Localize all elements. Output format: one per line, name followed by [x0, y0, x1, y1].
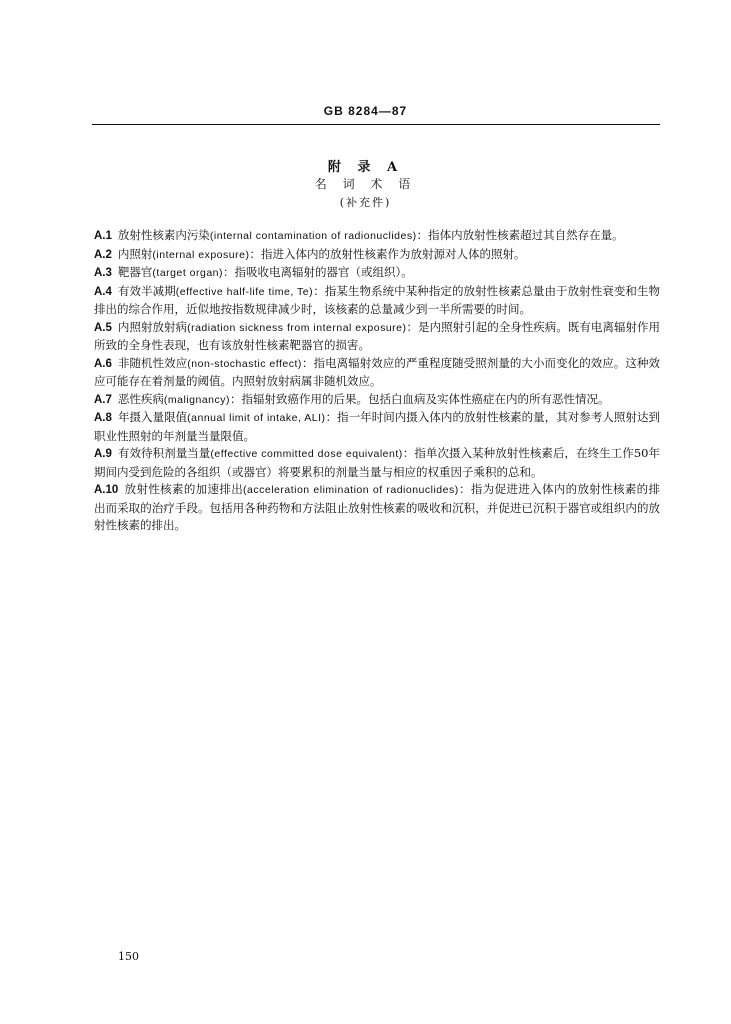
definition-a6: [94, 355, 660, 391]
appendix-subtitle: 名 词 术 语: [314, 177, 417, 191]
entry-number: A.6: [94, 357, 112, 370]
entry-number: A.9: [94, 448, 112, 460]
header-rule: [92, 124, 660, 125]
entry-term: 有效半减期: [117, 283, 176, 298]
entry-term: 内照射: [117, 246, 153, 261]
entry-number: A.3: [94, 267, 112, 279]
entry-number: A.7: [94, 393, 112, 406]
definition-a2: [94, 246, 660, 265]
entry-english: (radiation sickness from internal exposure): [187, 321, 407, 334]
entry-number: A.5: [94, 321, 112, 334]
definition-a1: [94, 227, 660, 246]
entry-text: ：是内照射引起的全身性疾病。既有电离辐射作用所致的全身性表现，也有该放射性核素靶器官的损害。: [94, 319, 661, 352]
entry-english: (internal exposure): [152, 248, 250, 261]
entry-text: ：指某生物系统中某种指定的放射性核素总量由于放射性衰变和生物排出的综合作用，近似地按指数规律减少时，该核素的总量减少到一半所需要的时间。: [94, 283, 661, 316]
entry-text: ：指吸收电离辐射的器官（或组织）。: [223, 265, 413, 279]
entry-number: A.4: [94, 285, 112, 298]
appendix-title: 附 录 A: [327, 160, 404, 175]
entry-text: ：指进入体内的放射性核素作为放射源对人体的照射。: [249, 246, 526, 261]
definition-a3: [94, 264, 660, 283]
entry-english: (internal contamination of radionuclides): [209, 230, 417, 242]
entry-term: 内照射放射病: [117, 319, 188, 334]
entry-text: ：指一年时间内摄入体内的放射性核素的量，其对参考人照射达到职业性照射的年剂量当量限值。: [94, 410, 661, 443]
entry-text: ：指体内放射性核素超过其自然存在量。: [416, 228, 624, 242]
definition-a8: [94, 409, 660, 445]
entry-text: ：指为促进进入体内的放射性核素的排出而采取的治疗手段。包括用各种药物和方法阻止放射性核素的吸收和沉积，并促进已沉积于器官或组织内的放射性核素的排出。: [94, 482, 660, 532]
definition-a4: [94, 283, 660, 319]
definition-a9: [94, 445, 660, 481]
definition-a10: [94, 481, 660, 535]
page-number: 150: [118, 950, 139, 963]
definition-a7: [94, 391, 660, 410]
appendix-note: (补充件): [339, 196, 392, 209]
entry-term: 放射性核素的加速排出: [124, 482, 244, 496]
entry-term: 靶器官: [117, 265, 153, 279]
entry-number: A.1: [94, 230, 112, 242]
entry-number: A.10: [94, 484, 119, 496]
entry-english: (target organ): [152, 267, 224, 279]
entry-term: 恶性疾病: [117, 391, 164, 406]
entry-english: (acceleration elimination of radionuclides): [243, 484, 459, 496]
entry-term: 放射性核素内污染: [117, 228, 210, 242]
standard-code-header: GB 8284—87: [323, 104, 408, 118]
entry-term: 年摄入量限值: [117, 410, 188, 424]
definition-a5: [94, 319, 660, 355]
entry-text: ：指电离辐射效应的严重程度随受照剂量的大小而变化的效应。这种效应可能存在着剂量的阈值。内照射放射病属非随机效应。: [94, 355, 660, 388]
entry-number: A.8: [94, 412, 112, 424]
entry-english: (effective half-life time, Te): [175, 285, 314, 298]
entry-english: (non-stochastic effect): [187, 357, 302, 370]
entry-term: 非随机性效应: [117, 355, 188, 370]
entry-english: (annual limit of intake, ALI): [187, 412, 326, 424]
definitions-list: [94, 227, 660, 535]
entry-number: A.2: [94, 248, 112, 261]
entry-term: 有效待积剂量当量: [117, 446, 211, 460]
entry-english: (malignancy): [163, 393, 231, 406]
entry-text: ：指辐射致癌作用的后果。包括白血病及实体性癌症在内的所有恶性情况。: [230, 391, 610, 406]
entry-english: (effective committed dose equivalent): [210, 448, 403, 460]
entry-text: ：指单次摄入某种放射性核素后，在终生工作50年期间内受到危险的各组织（或器官）将要累积的剂量当量与相应的权重因子乘积的总和。: [94, 446, 661, 479]
